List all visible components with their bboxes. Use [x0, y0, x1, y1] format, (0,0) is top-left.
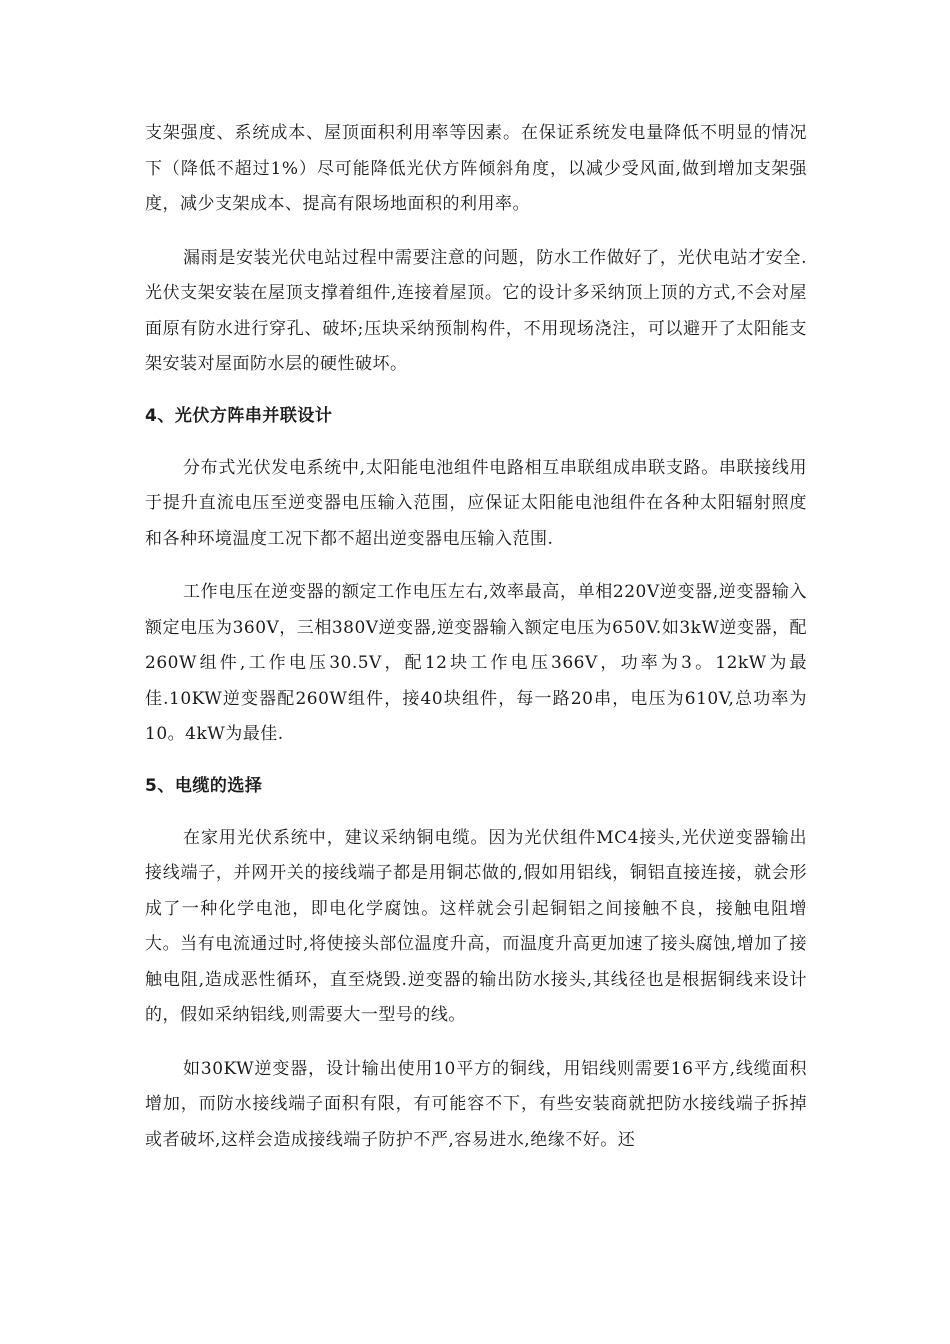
paragraph-series-connection: 分布式光伏发电系统中,太阳能电池组件电路相互串联组成串联支路。串联接线用于提升直流电压至逆变器电压输入范围，应保证太阳能电池组件在各种太阳辐射照度和各种环境温度工况下都不超出逆变器电压输入范围. [145, 457, 807, 549]
section-heading-cable-selection: 5、电缆的选择 [145, 775, 263, 796]
section-heading-array-wiring: 4、光伏方阵串并联设计 [145, 405, 333, 426]
paragraph-support-design: 支架强度、系统成本、屋顶面积利用率等因素。在保证系统发电量降低不明显的情况下（降低不超过1%）尽可能降低光伏方阵倾斜角度，以减少受风面,做到增加支架强度，减少支架成本、提高有限场地面积的利用率。 [145, 123, 807, 214]
paragraph-copper-cable: 在家用光伏系统中，建议采纳铜电缆。因为光伏组件MC4接头,光伏逆变器输出接线端子，并网开关的接线端子都是用铜芯做的,假如用铝线，铜铝直接连接，就会形成了一种化学电池，即电化学腐蚀。这样就会引起铜铝之间接触不良，接触电阻增大。当有电流通过时,将使接头部位温度升高，而温度升高更加速了接头腐蚀,增加了接触电阻,造成恶性循环，直至烧毁.逆变器的输出防水接头,其线径也是根据铜线来设计的，假如采纳铝线,则需要大一型号的线。 [145, 827, 807, 1025]
document-page [145, 116, 807, 1158]
paragraph-working-voltage: 工作电压在逆变器的额定工作电压左右,效率最高，单相220V逆变器,逆变器输入额定电压为360V，三相380V逆变器,逆变器输入额定电压为650V.如3kW逆变器，配260W组件,工作电压30.5V，配12块工作电压366V，功率为3。12kW为最佳.10KW逆变器配260W组件，接40块组件，每一路20串，电压为610V,总功率为10。4kW为最佳. [145, 582, 807, 744]
paragraph-cable-size-example: 如30KW逆变器，设计输出使用10平方的铜线，用铝线则需要16平方,线缆面积增加，而防水接线端子面积有限，有可能容不下，有些安装商就把防水接线端子拆掉或者破坏,这样会造成接线端子防护不严,容易进水,绝缘不好。还 [145, 1058, 807, 1150]
paragraph-waterproofing: 漏雨是安装光伏电站过程中需要注意的问题，防水工作做好了，光伏电站才安全.光伏支架安装在屋顶支撑着组件,连接着屋顶。它的设计多采纳顶上顶的方式,不会对屋面原有防水进行穿孔、破坏;压块采纳预制构件，不用现场浇注，可以避开了太阳能支架安装对屋面防水层的硬性破坏。 [145, 247, 807, 374]
